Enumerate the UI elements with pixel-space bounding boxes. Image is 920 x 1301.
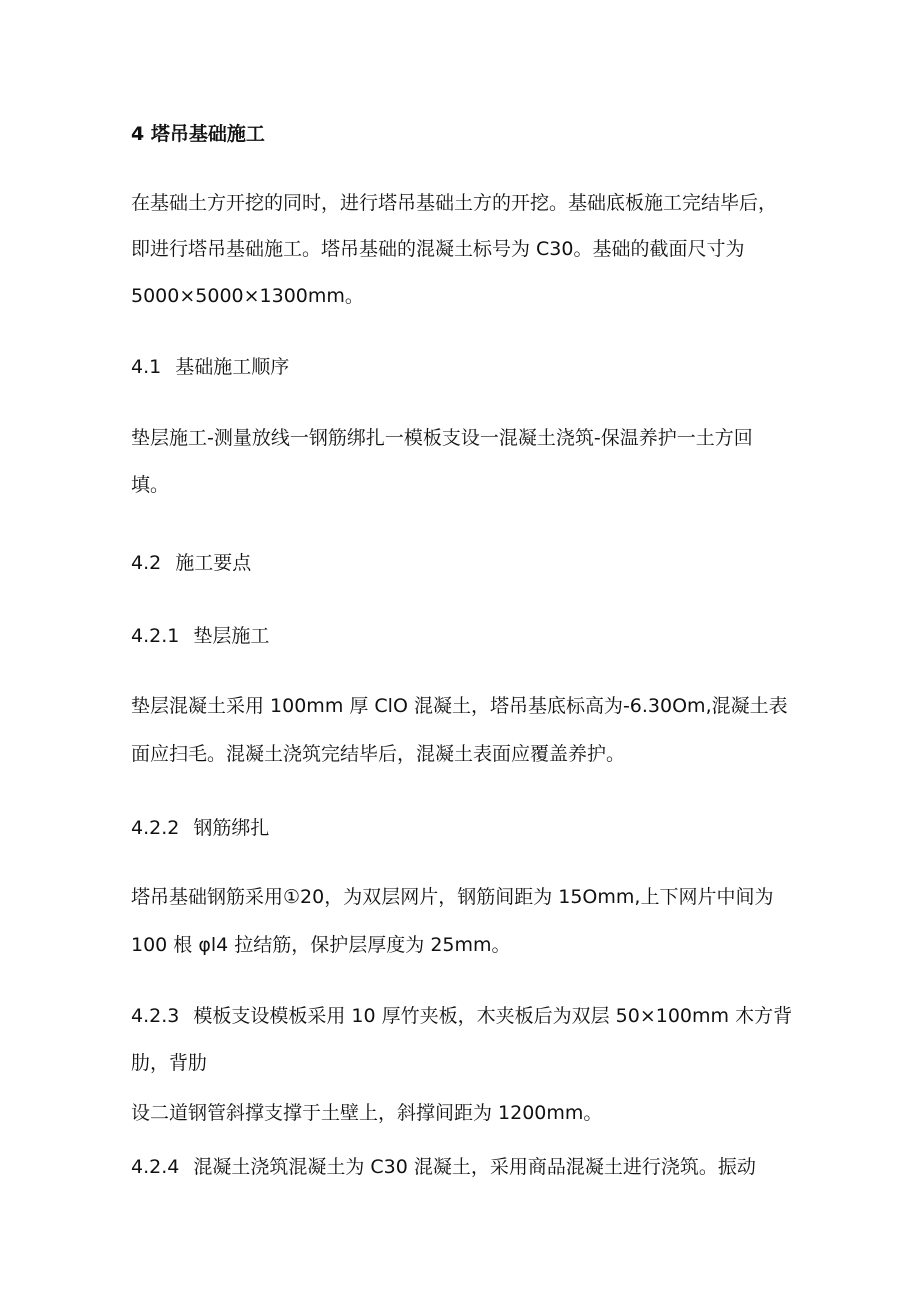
- subsection-title: 垫层施工: [193, 625, 270, 647]
- subsection-number: 4.2.3: [131, 1005, 180, 1027]
- intro-line-1: 在基础土方开挖的同时，进行塔吊基础土方的开挖。基础底板施工完结毕后，: [131, 192, 778, 214]
- sequence-line-2: 填。: [131, 474, 170, 496]
- rebar-line-1: 塔吊基础钢筋采用①20，为双层网片，钢筋间距为 15Omm,上下网片中间为: [131, 886, 774, 908]
- subsection-number: 4.2.1: [131, 625, 180, 647]
- subsection-number: 4.1: [131, 356, 162, 378]
- cushion-line-2: 面应扫毛。混凝土浇筑完结毕后，混凝土表面应覆盖养护。: [131, 743, 626, 765]
- subsection-title: 混凝土浇筑混凝土为 C30 混凝土，采用商品混凝土进行浇筑。振动: [193, 1156, 756, 1178]
- section-title: 4 塔吊基础施工: [131, 123, 265, 145]
- subsection-title: 模板支设模板采用 10 厚竹夹板，木夹板后为双层 50×100mm 木方背: [193, 1005, 793, 1027]
- subsection-4-2-heading: [131, 550, 251, 576]
- formwork-line-3: 设二道钢管斜撑支撑于土壁上，斜撑间距为 1200mm。: [131, 1102, 603, 1124]
- subsection-4-2-3-heading: [131, 1003, 792, 1029]
- intro-line-2: 即进行塔吊基础施工。塔吊基础的混凝土标号为 C30。基础的截面尺寸为: [131, 238, 745, 260]
- subsection-4-1-heading: [131, 354, 289, 380]
- sequence-line-1: 垫层施工-测量放线一钢筋绑扎一模板支设一混凝土浇筑-保温养护一土方回: [131, 427, 753, 449]
- subsection-title: 钢筋绑扎: [193, 817, 270, 839]
- formwork-line-2: 肋，背肋: [131, 1052, 208, 1074]
- subsection-4-2-4-heading: [131, 1154, 756, 1180]
- intro-line-3: 5000×5000×1300mm。: [131, 285, 364, 307]
- subsection-number: 4.2.4: [131, 1156, 180, 1178]
- rebar-line-2: 100 根 φl4 拉结筋，保护层厚度为 25mm。: [131, 934, 511, 956]
- subsection-number: 4.2.2: [131, 817, 180, 839]
- subsection-4-2-2-heading: [131, 815, 269, 841]
- subsection-title: 基础施工顺序: [175, 356, 290, 378]
- subsection-title: 施工要点: [175, 552, 252, 574]
- subsection-4-2-1-heading: [131, 623, 269, 649]
- cushion-line-1: 垫层混凝土采用 100mm 厚 ClO 混凝土，塔吊基底标高为-6.30Om,混凝土表: [131, 695, 788, 717]
- subsection-number: 4.2: [131, 552, 162, 574]
